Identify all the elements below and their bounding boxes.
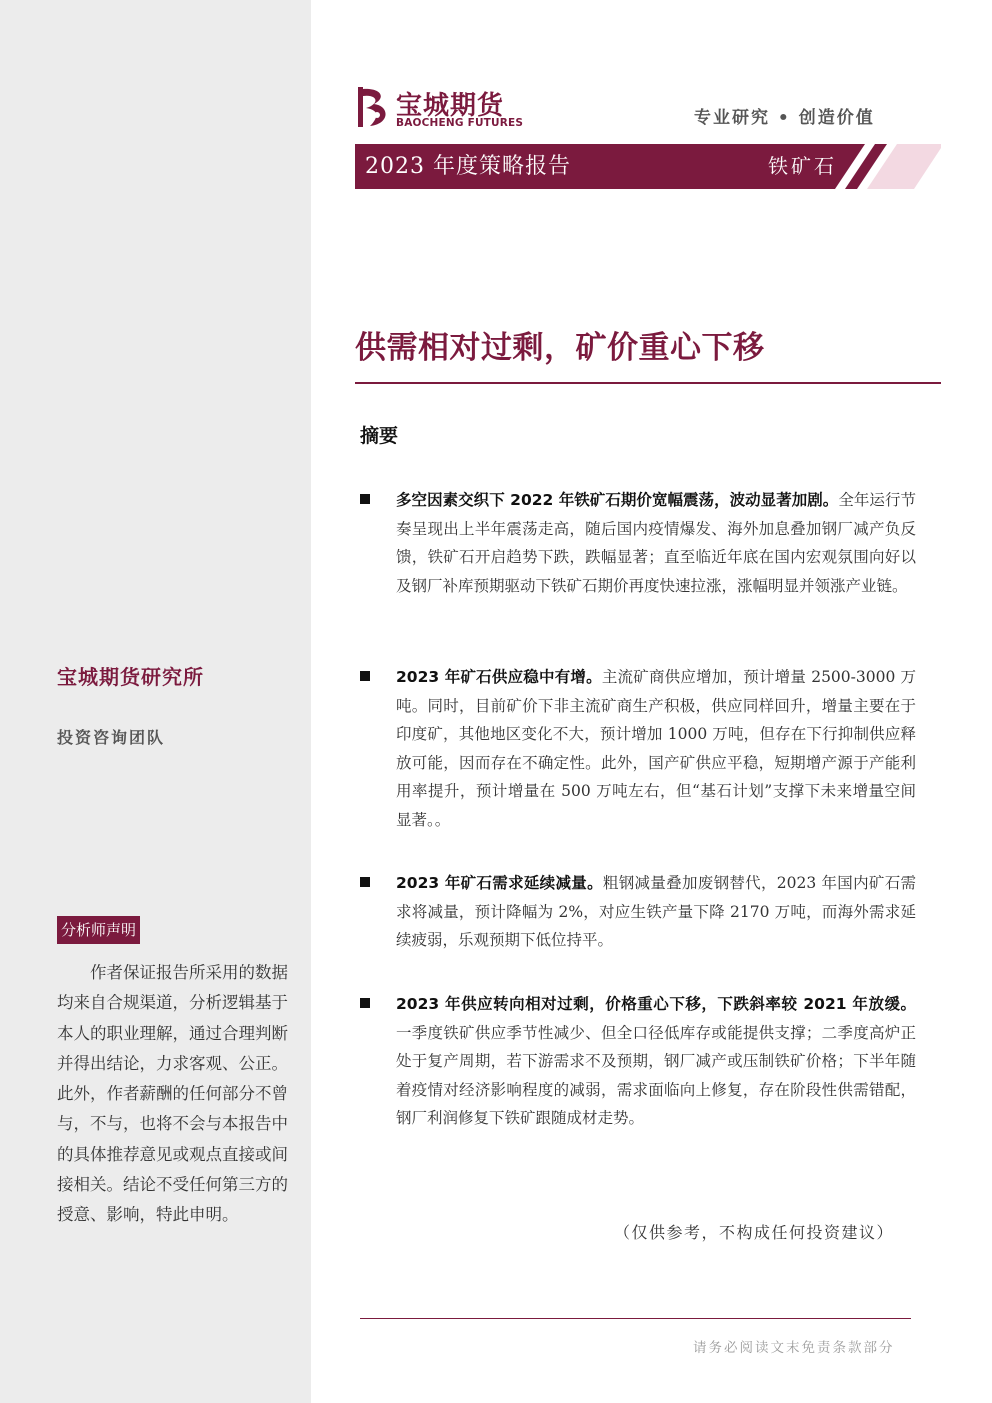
bullet-body (396, 486, 916, 600)
analyst-statement-label: 分析师声明 (57, 916, 140, 944)
footer-divider (360, 1318, 911, 1319)
bullet-body (396, 869, 916, 955)
bullet-text: 全年运行节奏呈现出上半年震荡走高，随后国内疫情爆发、海外加息叠加钢厂减产负反馈，铁矿石开启趋势下跌，跌幅显著；直至临近年底在国内宏观氛围向好以及钢厂补库预期驱动下铁矿石期价再度快速拉涨，涨幅明显并领涨产业链。 (396, 491, 916, 595)
bullet-body (396, 663, 916, 834)
square-bullet-icon (360, 998, 370, 1008)
report-banner (355, 144, 941, 189)
bullet-body (396, 990, 916, 1133)
footer-disclaimer-notice: 请务必阅读文末免责条款部分 (693, 1340, 895, 1356)
slogan: 专业研究 • 创造价值 (694, 108, 875, 128)
bullet-lead: 2023 年矿石需求延续减量。 (396, 874, 603, 892)
square-bullet-icon (360, 877, 370, 887)
logo-english-text: BAOCHENG FUTURES (396, 117, 524, 129)
summary-heading: 摘要 (360, 425, 399, 447)
reference-note: （仅供参考，不构成任何投资建议） (614, 1223, 895, 1242)
analyst-statement-text: 作者保证报告所采用的数据均来自合规渠道，分析逻辑基于本人的职业理解，通过合理判断并得出结论，力求客观、公正。此外，作者薪酬的任何部分不曾与，不与，也将不会与本报告中的具体推荐意见或观点直接或间接相关。结论不受任何第三方的授意、影响，特此申明。 (57, 963, 288, 1225)
commodity-name: 铁矿石 (768, 154, 837, 178)
team-name: 投资咨询团队 (57, 728, 166, 747)
sidebar (0, 0, 311, 1403)
bullet-lead: 2023 年供应转向相对过剩，价格重心下移，下跌斜率较 2021 年放缓。 (396, 995, 916, 1013)
logo-mark-icon (356, 84, 394, 130)
logo-chinese-text: 宝城期货 (396, 91, 505, 121)
bullet-text: 主流矿商供应增加，预计增量 2500-3000 万吨。同时，目前矿价下非主流矿商生产积极，供应同样回升，增量主要在于印度矿，其他地区变化不大，预计增加 1000 万吨，但存在下行抑制供应释放可能，因而存在不确定性。此外，国产矿供应平稳，短期增产源于产能利用率提升，预计增量在 500 万吨左右，但“基石计划”支撑下未来增量空间显著。。 (396, 668, 916, 829)
title-divider (355, 382, 941, 384)
company-logo (356, 84, 526, 134)
bullet-text: 粗钢减量叠加废钢替代，2023 年国内矿石需求将减量，预计降幅为 2%，对应生铁产量下降 2170 万吨，而海外需求延续疲弱，乐观预期下低位持平。 (396, 874, 917, 949)
report-type: 2023 年度策略报告 (365, 154, 571, 179)
bullet-lead: 多空因素交织下 2022 年铁矿石期价宽幅震荡，波动显著加剧。 (396, 491, 839, 509)
report-title: 供需相对过剩，矿价重心下移 (355, 330, 765, 366)
bullet-text: 一季度铁矿供应季节性减少、但全口径低库存或能提供支撑；二季度高炉正处于复产周期，若下游需求不及预期，钢厂减产或压制铁矿价格；下半年随着疫情对经济影响程度的减弱，需求面临向上修复，存在阶段性供需错配，钢厂利润修复下铁矿跟随成材走势。 (396, 1023, 916, 1127)
bullet-lead: 2023 年矿石供应稳中有增。 (396, 668, 602, 686)
square-bullet-icon (360, 671, 370, 681)
square-bullet-icon (360, 494, 370, 504)
institute-name: 宝城期货研究所 (57, 665, 204, 689)
